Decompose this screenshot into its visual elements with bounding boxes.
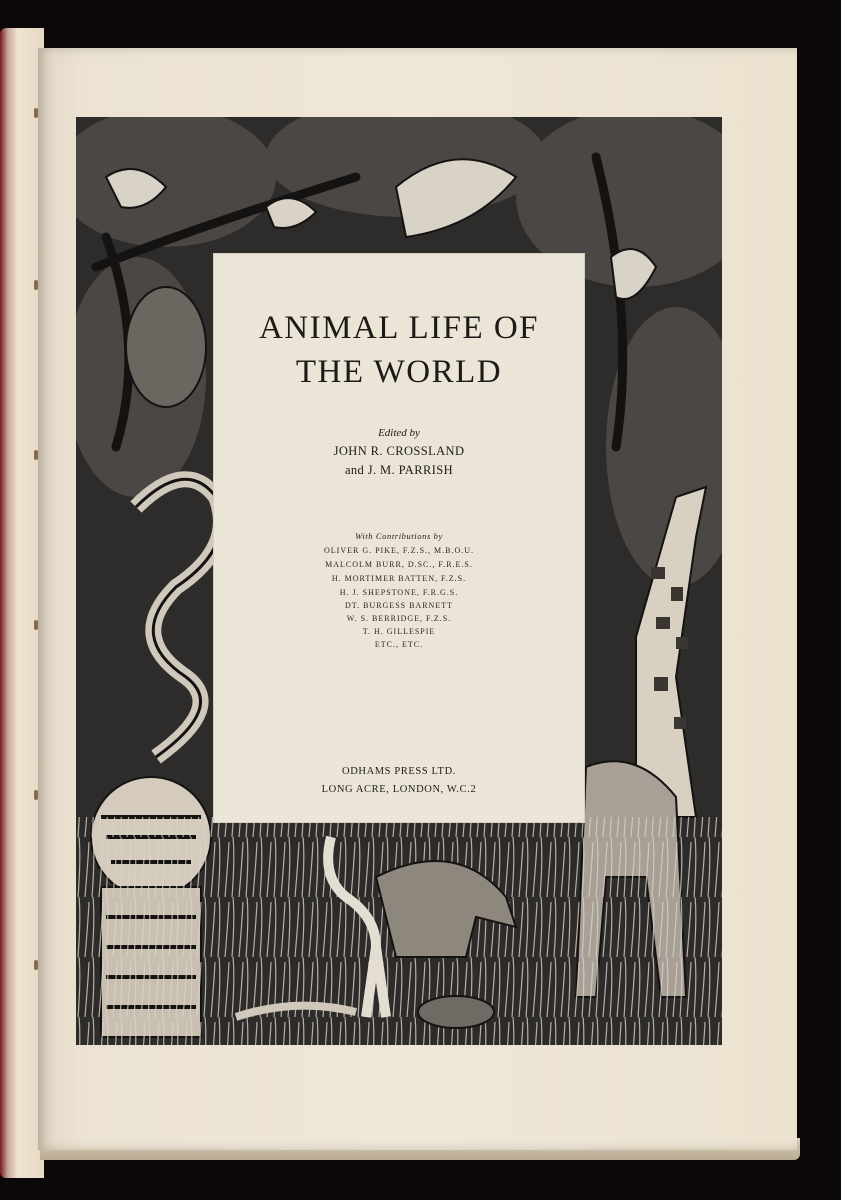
contributor-name: MALCOLM BURR, D.SC., F.R.E.S. xyxy=(325,560,473,569)
contributor-name: DT. BURGESS BARNETT xyxy=(345,601,453,610)
monkey-figure xyxy=(126,287,206,407)
editor-name: JOHN R. CROSSLAND xyxy=(333,444,465,458)
tortoise-figure xyxy=(418,996,494,1028)
title-panel xyxy=(214,254,584,822)
publisher-name: ODHAMS PRESS LTD. xyxy=(342,766,456,777)
contributor-name: OLIVER G. PIKE, F.Z.S., M.B.O.U. xyxy=(323,546,475,555)
contributor-name: T. H. GILLESPIE xyxy=(362,627,436,636)
publisher-address: LONG ACRE, LONDON, W.C.2 xyxy=(321,784,477,795)
contributor-name: H. J. SHEPSTONE, F.R.G.S. xyxy=(339,588,459,597)
edited-by-label: Edited by xyxy=(378,427,420,439)
contributions-label: With Contributions by xyxy=(355,531,443,541)
contributor-name: H. MORTIMER BATTEN, F.Z.S. xyxy=(331,574,467,583)
editor-name: and J. M. PARRISH xyxy=(344,463,454,477)
book-title-line-2: THE WORLD xyxy=(295,354,503,390)
book-title-line-1: ANIMAL LIFE OF xyxy=(258,310,540,346)
contributor-name: W. S. BERRIDGE, F.Z.S. xyxy=(346,614,452,623)
contributor-name: ETC., ETC. xyxy=(374,640,424,649)
